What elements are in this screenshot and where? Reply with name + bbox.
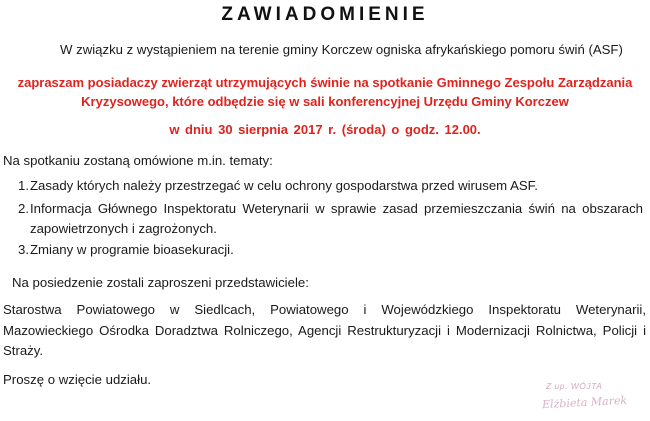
invitation-line-2: Kryzysowego, które odbędzie się w sali konferencyjnej Urzędu Gminy Korczew [81, 94, 569, 109]
topics-intro: Na spotkaniu zostaną omówione m.in. tematy: [3, 153, 273, 168]
topic-number: 2. [18, 201, 29, 216]
meeting-datetime: w dniu 30 sierpnia 2017 r. (środa) o godz. 12.00. [169, 122, 481, 137]
invited-list: Starostwa Powiatowego w Siedlcach, Powiatowego i Wojewódzkiego Inspektoratu Weterynarii, Mazowieckiego Ośrodka Doradztwa Rolniczego, Agencji Restrukturyzacji i Modernizacji Rolnictwa, Policji i Straży. [3, 302, 646, 358]
topic-text: Zasady których należy przestrzegać w celu ochrony gospodarstwa przed wirusem ASF. [30, 178, 538, 193]
topics-list [3, 178, 643, 262]
intro-paragraph: W związku z wystąpieniem na terenie gminy Korczew ogniska afrykańskiego pomoru świń (ASF) [60, 42, 623, 57]
topic-item [3, 178, 643, 199]
invitation-line-1: zapraszam posiadaczy zwierząt utrzymujących świnie na spotkanie Gminnego Zespołu Zarządzania [17, 75, 633, 90]
topic-number: 1. [18, 178, 29, 193]
closing-line: Proszę o wzięcie udziału. [3, 372, 152, 387]
signature-stamp [532, 381, 644, 419]
invited-intro: Na posiedzenie zostali zaproszeni przedstawiciele: [12, 275, 309, 290]
document-title: ZAWIADOMIENIE [221, 4, 429, 25]
signature-line-1: Z up. WÓJTA [546, 381, 603, 391]
topic-text: Zmiany w programie bioasekuracji. [30, 242, 234, 257]
topic-number: 3. [18, 242, 29, 257]
topic-item [3, 242, 643, 262]
topic-text: Informacja Głównego Inspektoratu Weterynarii w sprawie zasad przemieszczania świń na obszarach zapowietrzonych i zagrożonych. [30, 201, 643, 236]
signature-line-2: Elżbieta Marek [541, 393, 628, 412]
topic-item [3, 199, 643, 242]
invitation-text [12, 73, 638, 111]
